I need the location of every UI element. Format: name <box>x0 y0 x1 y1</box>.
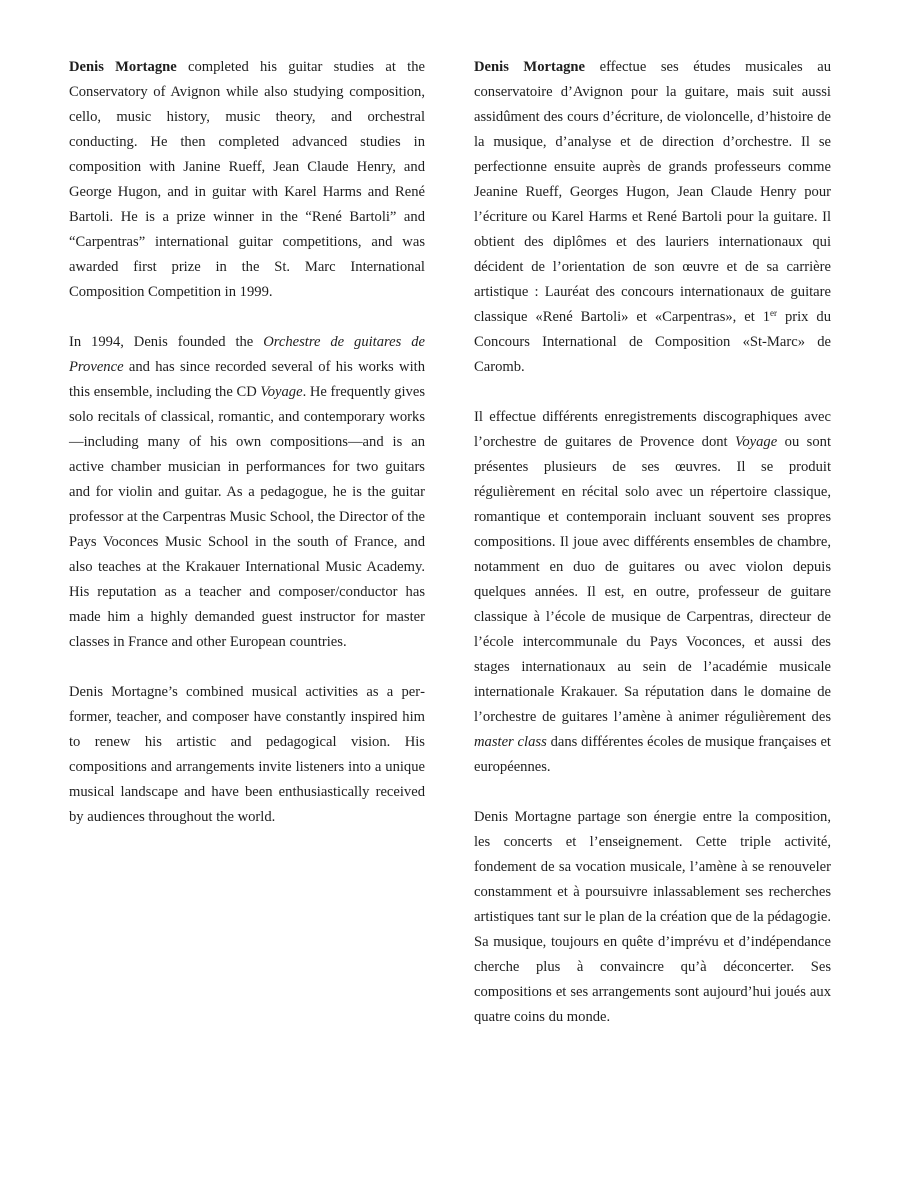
french-paragraph-1-text-a: effectue ses études musicales au conservatoire d’Avignon pour la guitare, mais suit aussi assidûment des cours d’écriture, de violoncelle, d’histoire de la musique, d’analyse et de direction d’orchestre. Il se perfectionne ensuite auprès de grands professeurs comme Jeanine Rueff, Georges Hugon, Jean Claude Henry pour l’écriture ou Karel Harms et René Bartoli pour la guitare. Il obtient des diplômes et des lauriers internationaux qui décident de l’orientation de son œuvre et de sa carrière artistique : Lauréat des concours internationaux de guitare classique «René Bartoli» et «Carpentras», et 1 <box>474 59 831 325</box>
ensemble-name-italic: Orchestre de guitares de Provence <box>69 334 425 375</box>
french-paragraph-2-text-c: dans différentes écoles de musique françaises et européennes. <box>474 734 831 775</box>
cd-title-italic: Voyage <box>735 434 778 450</box>
composer-name-bold: Denis Mortagne <box>474 59 586 75</box>
english-paragraph-1 <box>69 55 425 305</box>
english-paragraph-2-text-a: In 1994, Denis founded the <box>69 334 264 350</box>
master-class-italic: master class <box>474 734 547 750</box>
english-paragraph-3: Denis Mortagne’s combined musical activities as a performer, teacher, and composer have constantly inspired him to renew his artistic and pedagogical vision. His compositions and arrangements invite listeners into a unique musical landscape and have been enthusiastically received by audiences throughout the world. <box>69 684 425 825</box>
french-biography-column <box>474 55 831 1055</box>
french-paragraph-1-text-b: prix du Concours International de Composition «St-Marc» de Caromb. <box>474 309 832 375</box>
french-paragraph-2-text-a: Il effectue différents enregistrements discographiques avec l’orchestre de guitares de Provence dont <box>474 409 831 450</box>
cd-title-italic: Voyage <box>260 384 303 400</box>
french-paragraph-3: Denis Mortagne partage son énergie entre la composition, les concerts et l’enseignement. Cette triple activité, fondement de sa vocation musicale, l’amène à se renouveler constamment et à poursuivre inlassablement ses recherches artistiques tant sur le plan de la création que de la pédagogie. Sa musique, toujours en quête d’imprévu et d’indépendance cherche plus à convaincre qu’à déconcerter. Ses compositions et ses arrangements sont aujourd’hui joués aux quatre coins du monde. <box>474 809 831 1025</box>
french-paragraph-2-text-b: ou sont présentes plusieurs de ses œuvres. Il se produit régulièrement en récital solo avec un répertoire classique, romantique et contemporain incluant souvent ses propres compositions. Il joue avec différents ensembles de chambre, notamment en duo de guitares ou avec violon depuis quelques années. Il est, en outre, professeur de guitare classique à l’école de musique de Carpentras, directeur de l’école intercommunale du Pays Voconces, et aussi des stages internationaux au sein de l’académie musicale internationale Krakauer. Sa réputation dans le domaine de l’orchestre de guitares l’amène à animer régulièrement des <box>474 434 832 725</box>
english-paragraph-2-text-c: . He frequently gives solo recitals of classical, romantic, and contemporary works—including many of his own compositions—and is an active chamber musician in performances for two guitars and for violin and guitar. As a pedagogue, he is the guitar professor at the Carpentras Music School, the Director of the Pays Voconces Music School in the south of France, and also teaches at the Krakauer International Music Academy. His reputation as a teacher and composer/conductor has made him a highly demanded guest instructor for master classes in France and other European countries. <box>69 384 425 650</box>
english-paragraph-2 <box>69 330 425 655</box>
french-paragraph-2 <box>474 405 831 780</box>
ordinal-superscript: er <box>770 308 778 318</box>
english-paragraph-1-text: completed his guitar studies at the Conservatory of Avignon while also studying composition, cello, music history, music theory, and orchestral conducting. He then completed advanced studies in composition with Janine Rueff, Jean Claude Henry, and George Hugon, and in guitar with Karel Harms and René Bartoli. He is a prize winner in the “René Bartoli” and “Carpentras” international guitar competitions, and was awarded first prize in the St. Marc International Composition Competition in 1999. <box>69 59 425 300</box>
french-paragraph-1 <box>474 55 831 380</box>
english-paragraph-2-text-b: and has since recorded several of his works with this ensemble, including the CD <box>69 359 425 400</box>
english-biography-column <box>69 55 425 855</box>
composer-name-bold: Denis Mortagne <box>69 59 177 75</box>
